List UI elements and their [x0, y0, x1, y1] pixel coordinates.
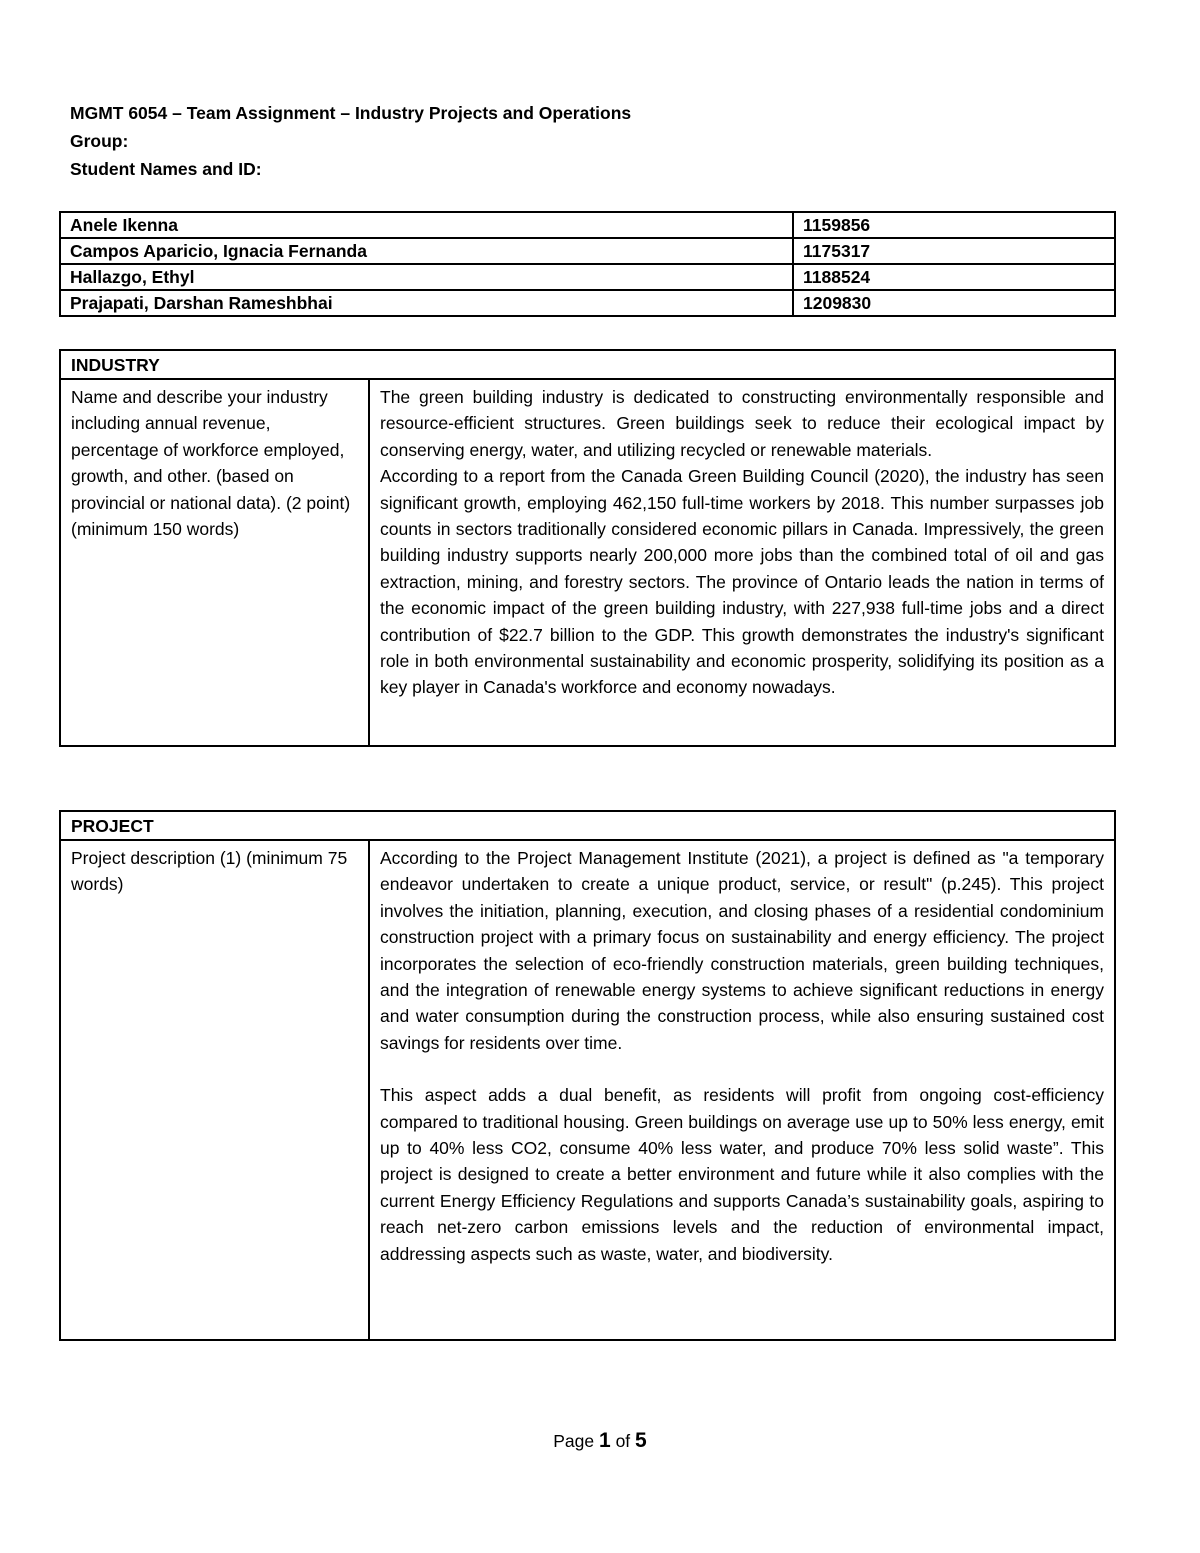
project-paragraph: According to the Project Management Institute (2021), a project is defined as "a temporary endeavor undertaken to create a unique product, service, or result" (p.245). This project involves the initiation, planning, execution, and closing phases of a residential condominium construction project with a primary focus on sustainability and energy efficiency. The project incorporates the selection of eco-friendly construction materials, green building techniques, and the integration of renewable energy systems to achieve significant reductions in energy and water consumption during the construction process, while also ensuring sustained cost savings for residents over time.: [380, 848, 1104, 1053]
table-row: [60, 238, 1115, 264]
table-row: [60, 840, 1115, 1340]
student-id: 1175317: [793, 238, 1115, 264]
total-pages: 5: [635, 1429, 647, 1452]
table-row: [60, 290, 1115, 316]
table-row: [60, 264, 1115, 290]
page-word: Page: [553, 1431, 595, 1451]
table-row: [60, 379, 1115, 746]
student-name: Hallazgo, Ethyl: [60, 264, 793, 290]
table-row: [60, 350, 1115, 379]
industry-prompt: Name and describe your industry including annual revenue, percentage of workforce employed, growth, and other. (based on provincial or national data). (2 point) (minimum 150 words): [60, 379, 369, 746]
industry-answer: [369, 379, 1115, 746]
student-name: Anele Ikenna: [60, 212, 793, 238]
page-number: [0, 1429, 1200, 1453]
industry-table: [59, 349, 1116, 747]
project-prompt: Project description (1) (minimum 75 words): [60, 840, 369, 1340]
industry-paragraph: According to a report from the Canada Green Building Council (2020), the industry has seen significant growth, employing 462,150 full-time workers by 2018. This number surpasses job counts in sectors traditionally considered economic pillars in Canada. Impressively, the green building industry supports nearly 200,000 more jobs than the combined total of oil and gas extraction, mining, and forestry sectors. The province of Ontario leads the nation in terms of the economic impact of the green building industry, with 227,938 full-time jobs and a direct contribution of $22.7 billion to the GDP. This growth demonstrates the industry's significant role in both environmental sustainability and economic prosperity, solidifying its position as a key player in Canada's workforce and economy nowadays.: [380, 466, 1104, 698]
student-name: Prajapati, Darshan Rameshbhai: [60, 290, 793, 316]
student-id: 1188524: [793, 264, 1115, 290]
assignment-title: MGMT 6054 – Team Assignment – Industry Projects and Operations: [70, 103, 632, 123]
current-page: 1: [599, 1429, 611, 1452]
project-paragraph: This aspect adds a dual benefit, as residents will profit from ongoing cost-efficiency compared to traditional housing. Green buildings on average use up to 50% less energy, emit up to 40% less CO2, consume 40% less water, and produce 70% less solid waste”. This project is designed to create a better environment and future while it also complies with the current Energy Efficiency Regulations and supports Canada’s sustainability goals, aspiring to reach net-zero carbon emissions levels and the reduction of environmental impact, addressing aspects such as waste, water, and biodiversity.: [380, 1085, 1104, 1264]
of-word: of: [615, 1431, 631, 1451]
students-table: [59, 211, 1116, 317]
student-id: 1209830: [793, 290, 1115, 316]
table-row: [60, 212, 1115, 238]
group-label: Group:: [70, 131, 129, 151]
industry-paragraph: The green building industry is dedicated to constructing environmentally responsible and resource-efficient structures. Green buildings seek to reduce their ecological impact by conserving energy, water, and utilizing recycled or renewable materials.: [380, 387, 1104, 460]
student-names-label: Student Names and ID:: [70, 159, 262, 179]
project-answer: [369, 840, 1115, 1340]
project-table: [59, 810, 1116, 1341]
industry-heading: INDUSTRY: [60, 350, 1115, 379]
student-id: 1159856: [793, 212, 1115, 238]
table-row: [60, 811, 1115, 840]
student-name: Campos Aparicio, Ignacia Fernanda: [60, 238, 793, 264]
project-heading: PROJECT: [60, 811, 1115, 840]
